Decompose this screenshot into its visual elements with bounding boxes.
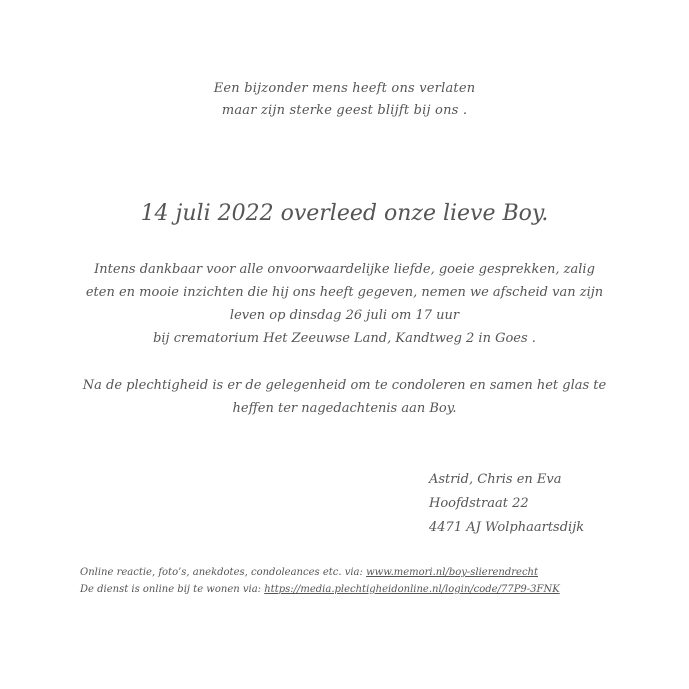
condolence-line-2: heffen ter nagedachtenis aan Boy. <box>232 401 457 416</box>
livestream-link[interactable]: https://media.plechtigheidonline.nl/login/code/77P9-3FNK <box>264 584 560 595</box>
service-line-3: leven op dinsdag 26 juli om 17 uur <box>229 308 460 323</box>
service-line-1: Intens dankbaar voor alle onvoorwaardelijke liefde, goeie gesprekken, zalig <box>94 262 595 277</box>
headline: 14 juli 2022 overleed onze lieve Boy. <box>140 201 549 226</box>
signature-names: Astrid, Chris en Eva <box>429 472 562 487</box>
service-line-4: bij crematorium Het Zeeuwse Land, Kandtweg 2 in Goes . <box>153 331 536 346</box>
footer-line-2 <box>80 581 560 598</box>
poem <box>0 78 689 122</box>
service-paragraph <box>70 258 619 350</box>
footer <box>80 564 560 598</box>
poem-line-2: maar zijn sterke geest blijft bij ons . <box>221 103 468 118</box>
footer-line-1-text: Online reactie, foto’s, anekdotes, condoleances etc. via: <box>80 567 363 578</box>
signature-city: 4471 AJ Wolphaartsdijk <box>429 520 585 535</box>
footer-line-1 <box>80 564 560 581</box>
footer-line-2-text: De dienst is online bij te wonen via: <box>80 584 262 595</box>
signature-street: Hoofdstraat 22 <box>429 496 529 511</box>
poem-line-1: Een bijzonder mens heeft ons verlaten <box>213 81 476 96</box>
signature-block <box>429 468 584 540</box>
condolence-line-1: Na de plechtigheid is er de gelegenheid om te condoleren en samen het glas te <box>82 378 607 393</box>
service-line-2: eten en mooie inzichten die hij ons heeft gegeven, nemen we afscheid van zijn <box>85 285 604 300</box>
memori-link[interactable]: www.memori.nl/boy-slierendrecht <box>366 567 539 578</box>
condolence-paragraph <box>70 374 619 420</box>
